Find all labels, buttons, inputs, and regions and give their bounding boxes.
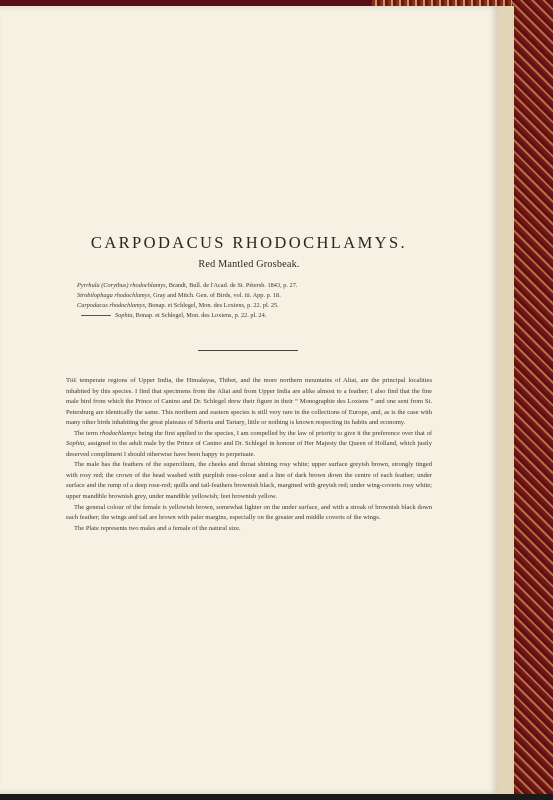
paragraph-plate-note: The Plate represents two males and a female of the natural size. — [74, 524, 241, 532]
paragraph-male-description: The male has the feathers of the supercilium, the cheeks and throat shining rosy white; upper surface greyish brown, strongly tinged with rosy red; the crown of the head washed with purplish rose-colour and a line of dark brown down the centre of each feather; under surface and the rump of a deep rose-red; quills and tail-feathers brownish black, margined with greyish red; under wing-coverts rosy white; upper mandible brownish grey, under mandible yellowish; feet brownish yellow. — [66, 461, 432, 501]
lead-word: The — [66, 377, 77, 384]
synonym-line — [77, 292, 281, 299]
paragraph-female-description: The general colour of the female is yellowish brown, somewhat lighter on the under surface, and with a streak of brownish black down each feather; the wings and tail are brown with paler margins, especially on the greater and middle coverts of the wings. — [66, 503, 432, 522]
paragraph-text: The term — [74, 429, 98, 437]
paragraph-text: being the first applied to the species, I am compelled by the law of priority to give it the preference over that of — [138, 429, 433, 437]
species-term: rhodochlamys — [99, 429, 137, 437]
synonym-reference: Brandt, Bull. de l'Acad. de St. Pétersb. 1843, p. 27. — [168, 282, 298, 289]
cover-bottom-edge — [0, 794, 553, 800]
section-rule — [198, 350, 298, 351]
body-text — [66, 376, 432, 534]
paragraph-nomenclature — [66, 429, 432, 461]
synonym-reference: Bonap. et Schlegel, Mon. des Loxiens, p. 22. pl. 24. — [135, 312, 267, 319]
synonym-line — [77, 312, 266, 319]
paragraph-text: temperate regions of Upper India, the Himalayas, Thibet, and the more northern mountains of Altai, are the principal localities inhabited by this species. I find that specimens from the Altai and from Upper India are alike almost to a feather; I also find that the fine male bird from which the Prince of Canino and Dr. Schlegel drew their figure in their “ Monographie des Loxiens ” and one sent from St. Petersburg are identically the same. This northern and eastern species is still very rare in the collections of Europe, and, as is the case with many other birds inhabiting the great plateaus of Siberia and Tartary, little or nothing is known respecting its habits and economy. — [66, 377, 432, 427]
synonym-name: Pyrrhula (Corythus) rhodochlamys, — [77, 282, 168, 289]
book-page — [0, 6, 498, 794]
common-name-subtitle: Red Mantled Grosbeak. — [198, 259, 300, 270]
species-title: CARPODACUS RHODOCHLAMYS. — [90, 233, 408, 252]
book-binding — [512, 0, 553, 800]
synonym-line — [77, 282, 297, 289]
synonym-reference: Bonap. et Schlegel, Mon. des Loxiens, p. 22. pl. 25. — [148, 302, 279, 309]
ditto-dash — [81, 315, 111, 316]
synonym-reference: Gray and Mitch. Gen. of Birds, vol. iii. App. p. 18. — [153, 292, 281, 299]
paragraph-habitat — [66, 376, 432, 429]
synonym-name: Sophia, — [115, 312, 135, 319]
synonym-name: Carpodacus rhodochlamys, — [77, 302, 147, 309]
species-term: Sophia, — [66, 440, 86, 448]
synonym-line — [77, 302, 279, 309]
paragraph-text: assigned to the adult male by the Prince of Canino and Dr. Schlegel in honour of Her Majesty the Queen of Holland, which justly deserved compliment I should otherwise have been happy to perpetuate. — [66, 440, 433, 458]
synonym-name: Strobilophaga rhodochlamys, — [77, 292, 152, 299]
